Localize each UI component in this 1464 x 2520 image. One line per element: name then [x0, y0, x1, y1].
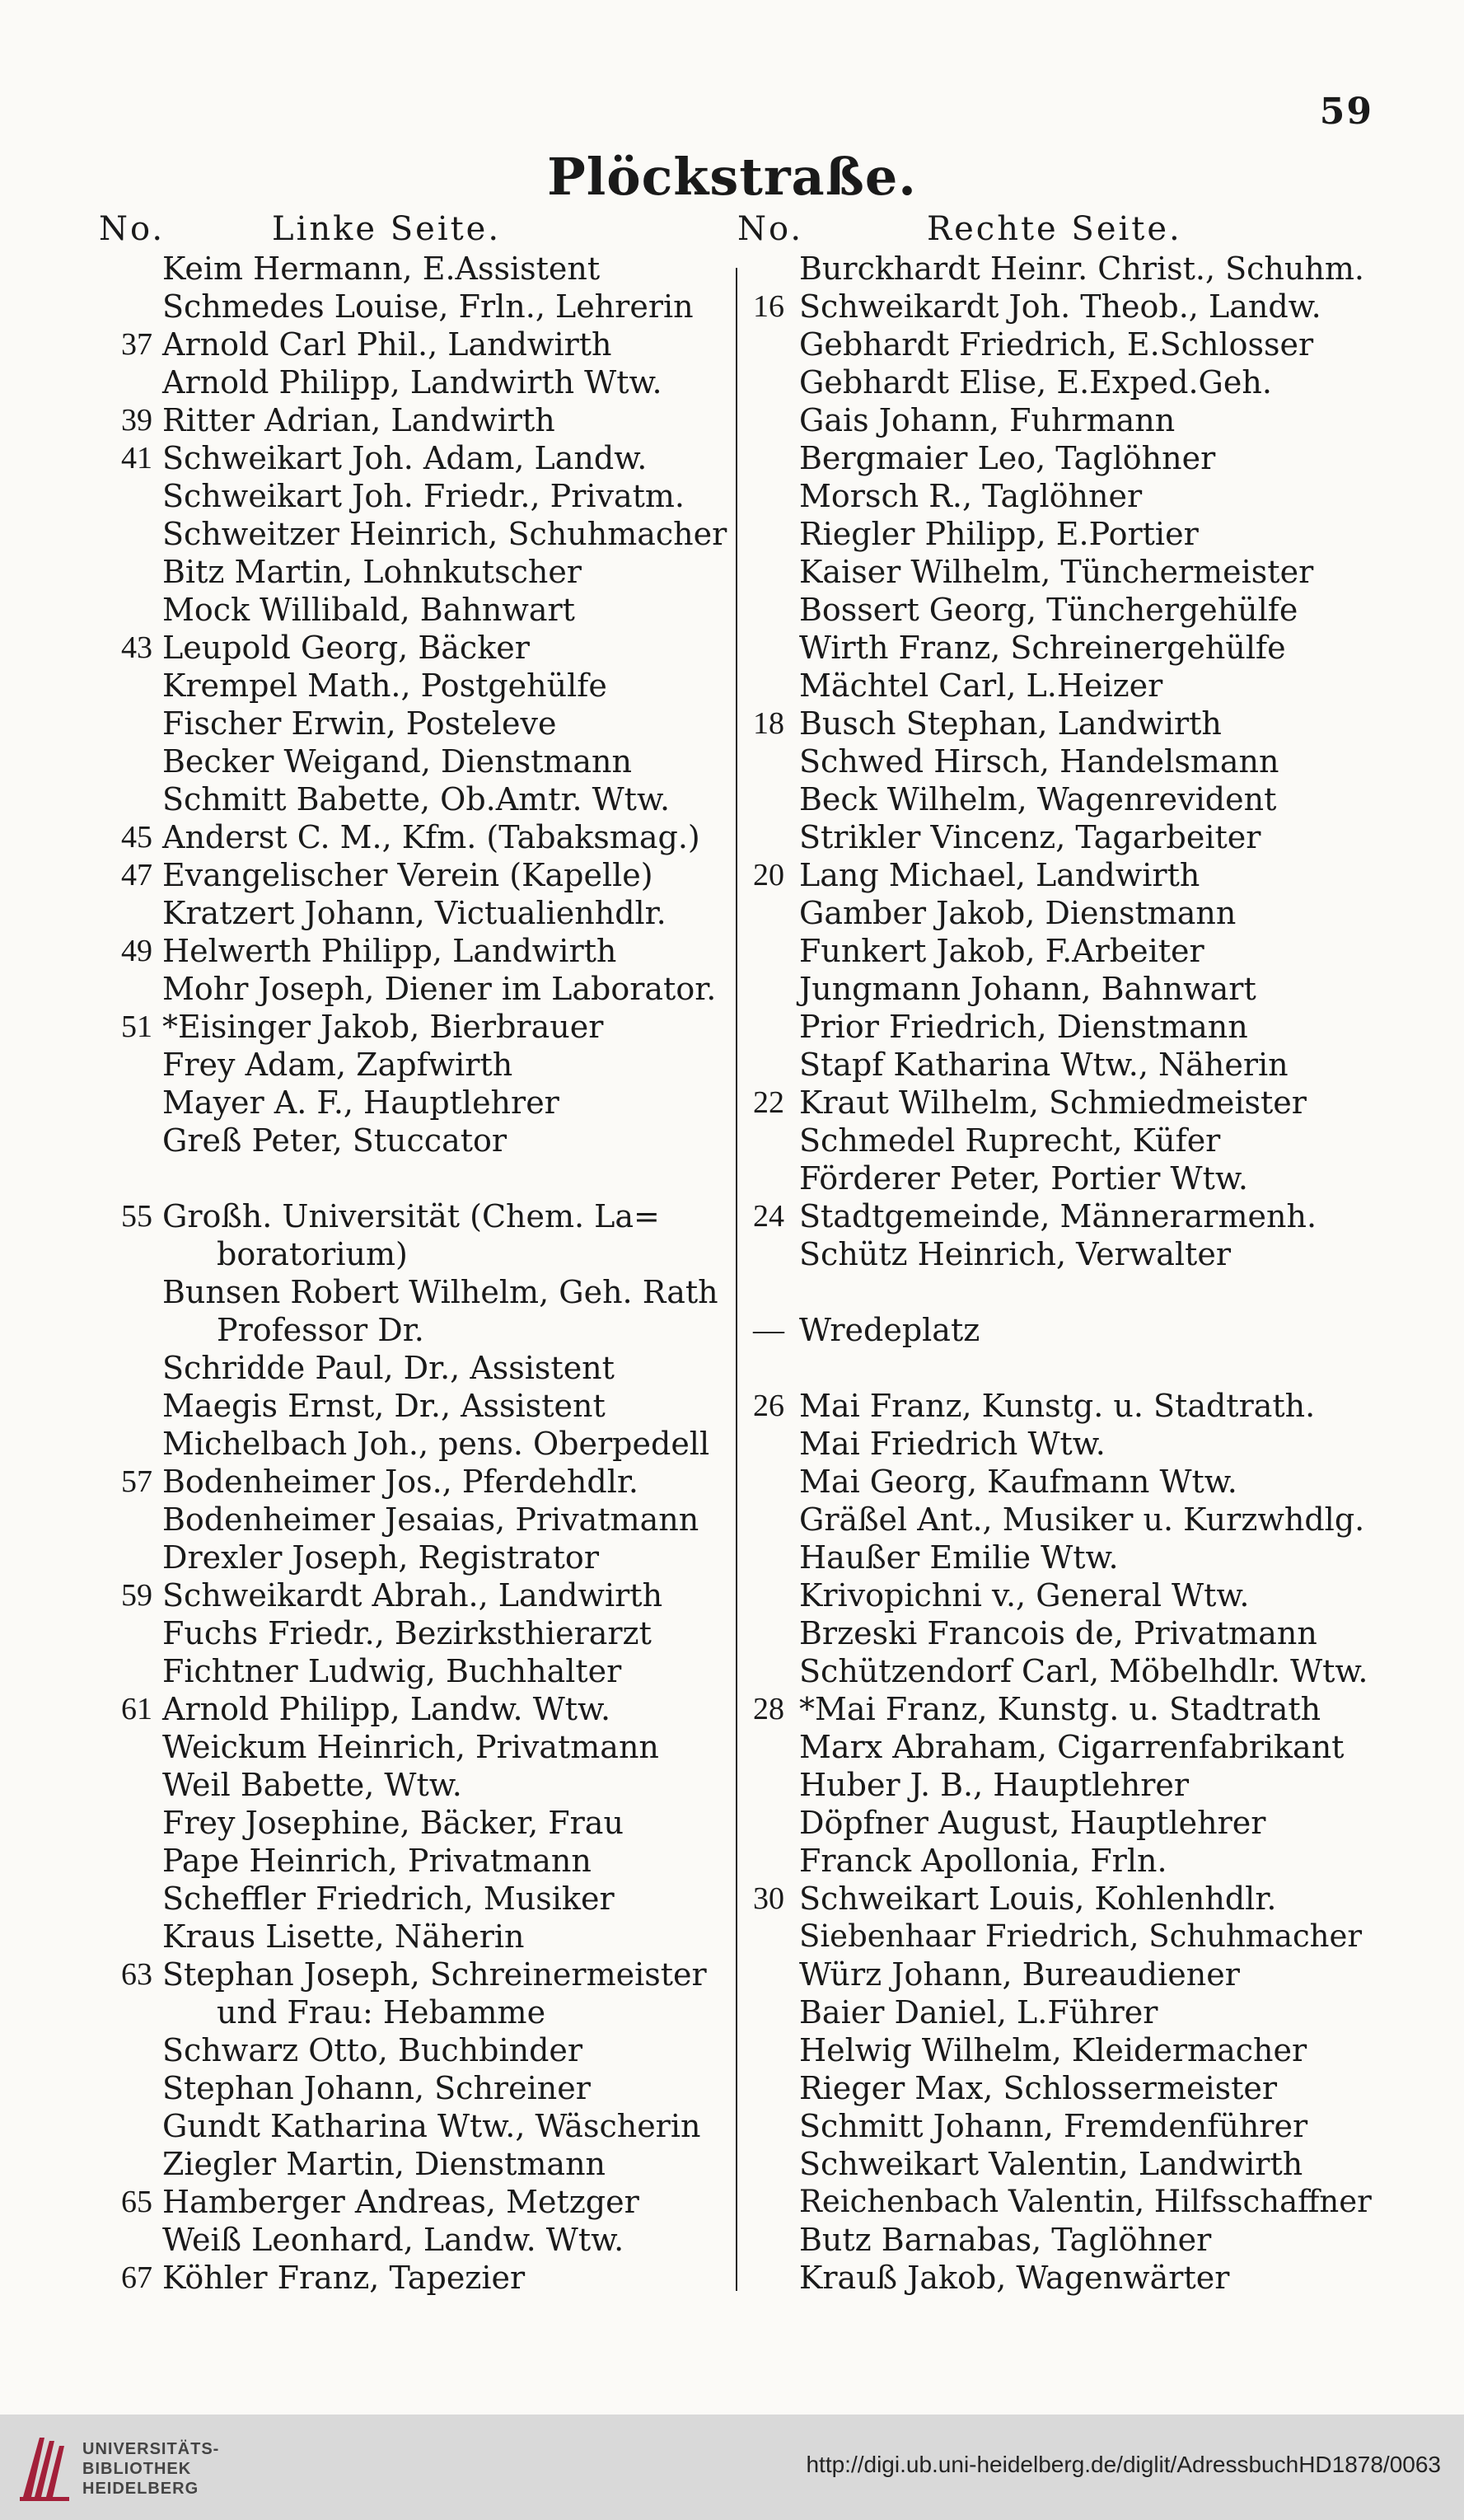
resident-text: Gais Johann, Fuhrmann	[799, 402, 1176, 438]
directory-entry	[87, 932, 737, 970]
directory-entry	[741, 1159, 1376, 1197]
resident-text: Schwarz Otto, Buchbinder	[162, 2032, 583, 2068]
resident-text: Wredeplatz	[799, 1312, 980, 1348]
directory-entry	[741, 1539, 1376, 1576]
resident-text: Weil Babette, Wtw.	[162, 1767, 462, 1803]
directory-entry	[741, 1804, 1376, 1842]
resident-text: Greß Peter, Stuccator	[162, 1122, 507, 1159]
directory-entry	[87, 2069, 737, 2107]
resident-text: Schridde Paul, Dr., Assistent	[162, 1350, 615, 1386]
resident-text: Drexler Joseph, Registrator	[162, 1539, 599, 1576]
library-logo-icon	[15, 2429, 74, 2505]
directory-entry	[741, 780, 1376, 818]
resident-text: Gebhardt Friedrich, E.Schlosser	[799, 326, 1314, 363]
resident-text: Brzeski Francois de, Privatmann	[799, 1615, 1317, 1651]
directory-entry	[87, 288, 737, 326]
page-number: 59	[1319, 91, 1373, 133]
directory-entry	[741, 1614, 1376, 1652]
directory-entry	[87, 1728, 737, 1766]
directory-entry	[741, 1425, 1376, 1463]
directory-entry	[87, 2031, 737, 2069]
house-number: 61	[121, 1692, 152, 1726]
directory-entry	[741, 363, 1376, 401]
directory-entry	[741, 1576, 1376, 1614]
resident-text: Schweikardt Abrah., Landwirth	[162, 1577, 663, 1614]
directory-entry	[87, 1690, 737, 1728]
footer-bar	[0, 2415, 1464, 2520]
resident-text: Helwerth Philipp, Landwirth	[162, 933, 617, 969]
directory-entry	[87, 1311, 737, 1349]
directory-entry	[741, 401, 1376, 439]
right-no-header: No.	[737, 210, 804, 248]
resident-text: Köhler Franz, Tapezier	[162, 2260, 526, 2296]
house-number: 57	[121, 1464, 152, 1499]
resident-text: Jungmann Johann, Bahnwart	[799, 971, 1256, 1007]
directory-entry	[741, 1918, 1376, 1956]
resident-text: Butz Barnabas, Taglöhner	[799, 2222, 1212, 2258]
resident-text: Schützendorf Carl, Möbelhdlr. Wtw.	[799, 1653, 1368, 1689]
house-number: 63	[121, 1957, 152, 1992]
resident-text: Fuchs Friedr., Bezirksthierarzt	[162, 1615, 652, 1651]
directory-entry	[87, 1766, 737, 1804]
directory-entry	[87, 667, 737, 705]
house-number: 65	[121, 2185, 152, 2219]
resident-text: Schmedes Louise, Frln., Lehrerin	[162, 288, 694, 325]
directory-entry	[87, 1842, 737, 1880]
resident-text: Schweikart Joh. Adam, Landw.	[162, 440, 648, 476]
directory-entry	[87, 2183, 737, 2221]
house-number: 37	[121, 327, 152, 362]
directory-entry	[87, 856, 737, 894]
resident-text: Beck Wilhelm, Wagenrevident	[799, 781, 1277, 817]
directory-entry	[87, 250, 737, 288]
directory-entry	[741, 591, 1376, 629]
house-number: 22	[753, 1085, 784, 1120]
directory-entry	[741, 2069, 1376, 2107]
directory-entry	[741, 1311, 1376, 1349]
resident-text: Keim Hermann, E.Assistent	[162, 251, 601, 287]
resident-text: Bodenheimer Jesaias, Privatmann	[162, 1501, 699, 1538]
directory-entry	[87, 515, 737, 553]
resident-text: Busch Stephan, Landwirth	[799, 705, 1222, 742]
resident-text: Scheffler Friedrich, Musiker	[162, 1881, 615, 1917]
directory-entry	[87, 1918, 737, 1956]
directory-entry	[87, 705, 737, 742]
library-name-line3: HEIDELBERG	[82, 2480, 199, 2498]
directory-entry	[741, 1728, 1376, 1766]
directory-entry	[741, 1690, 1376, 1728]
directory-entry	[741, 1766, 1376, 1804]
directory-entry	[741, 2107, 1376, 2145]
left-side-header: Linke Seite.	[272, 210, 502, 248]
resident-text: Mai Georg, Kaufmann Wtw.	[799, 1464, 1237, 1500]
resident-text: Riegler Philipp, E.Portier	[799, 516, 1199, 552]
directory-entry	[87, 1880, 737, 1918]
house-number: 51	[121, 1009, 152, 1044]
resident-text: Mayer A. F., Hauptlehrer	[162, 1084, 559, 1121]
resident-text: Förderer Peter, Portier Wtw.	[799, 1160, 1248, 1197]
directory-entry	[87, 439, 737, 477]
directory-entry	[87, 326, 737, 363]
directory-entry	[87, 742, 737, 780]
directory-entry	[87, 1652, 737, 1690]
directory-entry	[741, 970, 1376, 1008]
directory-entry	[741, 818, 1376, 856]
resident-text: Ritter Adrian, Landwirth	[162, 402, 555, 438]
directory-entry	[87, 970, 737, 1008]
directory-entry	[741, 1046, 1376, 1084]
resident-text: Siebenhaar Friedrich, Schuhmacher	[799, 1918, 1363, 1954]
directory-entry	[741, 1501, 1376, 1539]
resident-text: Schütz Heinrich, Verwalter	[799, 1236, 1231, 1272]
house-number: 41	[121, 441, 152, 475]
resident-text: Marx Abraham, Cigarrenfabrikant	[799, 1729, 1345, 1765]
resident-text: Stadtgemeinde, Männerarmenh.	[799, 1198, 1317, 1234]
resident-text: Stephan Johann, Schreiner	[162, 2070, 591, 2106]
resident-text: Frey Josephine, Bäcker, Frau	[162, 1805, 624, 1841]
directory-entry	[87, 363, 737, 401]
house-number: 18	[753, 706, 784, 741]
directory-entry	[87, 2259, 737, 2297]
directory-entry	[87, 1956, 737, 1993]
directory-entry	[741, 1387, 1376, 1425]
resident-text: Baier Daniel, L.Führer	[799, 1994, 1158, 2031]
directory-entry	[87, 1387, 737, 1425]
resident-text: Bunsen Robert Wilhelm, Geh. Rath	[162, 1274, 718, 1310]
directory-entry	[87, 780, 737, 818]
resident-text: Wirth Franz, Schreinergehülfe	[799, 630, 1286, 666]
house-number: 20	[753, 858, 784, 892]
directory-entry	[741, 326, 1376, 363]
house-number: 30	[753, 1881, 784, 1916]
directory-entry	[741, 250, 1376, 288]
resident-text: Weiß Leonhard, Landw. Wtw.	[162, 2222, 624, 2258]
resident-text: Mohr Joseph, Diener im Laborator.	[162, 971, 717, 1007]
directory-entry	[741, 1993, 1376, 2031]
house-number: 26	[753, 1389, 784, 1423]
directory-entry	[741, 1122, 1376, 1159]
resident-text: Kraus Lisette, Näherin	[162, 1918, 525, 1955]
resident-text: Lang Michael, Landwirth	[799, 857, 1200, 893]
resident-text: Schweikardt Joh. Theob., Landw.	[799, 288, 1321, 325]
resident-text: Mächtel Carl, L.Heizer	[799, 667, 1163, 704]
directory-entry	[87, 401, 737, 439]
resident-text: Becker Weigand, Dienstmann	[162, 743, 632, 780]
directory-entry	[87, 1349, 737, 1387]
directory-entry	[87, 629, 737, 667]
house-number: 16	[753, 289, 784, 324]
resident-text: Stephan Joseph, Schreinermeister	[162, 1956, 707, 1993]
directory-entry	[87, 894, 737, 932]
resident-text: Leupold Georg, Bäcker	[162, 630, 530, 666]
resident-text: *Mai Franz, Kunstg. u. Stadtrath	[799, 1691, 1321, 1727]
resident-text: Schweitzer Heinrich, Schuhmacher	[162, 516, 727, 552]
resident-text: Mai Friedrich Wtw.	[799, 1426, 1106, 1462]
directory-entry	[87, 1122, 737, 1159]
directory-entry	[87, 2221, 737, 2259]
resident-text: Reichenbach Valentin, Hilfsschaffner	[799, 2184, 1372, 2219]
house-number: 59	[121, 1578, 152, 1613]
house-number: 47	[121, 858, 152, 892]
resident-text: Strikler Vincenz, Tagarbeiter	[799, 819, 1261, 855]
library-name-line1: UNIVERSITÄTS-	[82, 2440, 220, 2458]
directory-entry	[87, 1501, 737, 1539]
directory-entry	[741, 1273, 1376, 1311]
resident-text: Gundt Katharina Wtw., Wäscherin	[162, 2108, 701, 2144]
house-number: 43	[121, 630, 152, 665]
directory-entry	[741, 1349, 1376, 1387]
resident-text: Fichtner Ludwig, Buchhalter	[162, 1653, 622, 1689]
house-number: —	[753, 1313, 784, 1347]
resident-text: Krempel Math., Postgehülfe	[162, 667, 607, 704]
resident-text: Kraut Wilhelm, Schmiedmeister	[799, 1084, 1307, 1121]
resident-text: Morsch R., Taglöhner	[799, 478, 1143, 514]
source-url-link[interactable]: http://digi.ub.uni-heidelberg.de/diglit/AdressbuchHD1878/0063	[806, 2452, 1441, 2477]
left-column	[87, 250, 737, 2297]
resident-text: *Eisinger Jakob, Bierbrauer	[162, 1009, 604, 1045]
resident-text: Bossert Georg, Tünchergehülfe	[799, 592, 1298, 628]
directory-entry	[741, 2183, 1376, 2221]
directory-entry	[87, 1197, 737, 1235]
resident-text: Schweikart Valentin, Landwirth	[799, 2146, 1303, 2182]
house-number: 39	[121, 403, 152, 438]
resident-text: Franck Apollonia, Frln.	[799, 1843, 1167, 1879]
directory-entry	[87, 1008, 737, 1046]
directory-entry	[87, 1804, 737, 1842]
house-number: 49	[121, 934, 152, 968]
directory-entry	[741, 1197, 1376, 1235]
directory-entry	[741, 1652, 1376, 1690]
directory-entry	[741, 1008, 1376, 1046]
directory-entry	[741, 1956, 1376, 1993]
directory-entry	[741, 2145, 1376, 2183]
directory-entry	[741, 288, 1376, 326]
resident-text: Huber J. B., Hauptlehrer	[799, 1767, 1190, 1803]
directory-entry	[87, 1273, 737, 1311]
directory-entry	[741, 1463, 1376, 1501]
resident-text: Burckhardt Heinr. Christ., Schuhm.	[799, 251, 1364, 287]
house-number: 28	[753, 1692, 784, 1726]
resident-text: Funkert Jakob, F.Arbeiter	[799, 933, 1204, 969]
directory-entry	[741, 1842, 1376, 1880]
directory-entry	[741, 1235, 1376, 1273]
resident-text: Würz Johann, Bureaudiener	[799, 1956, 1240, 1993]
directory-entry	[87, 2145, 737, 2183]
resident-text: Anderst C. M., Kfm. (Tabaksmag.)	[162, 819, 700, 855]
right-column	[741, 250, 1376, 2297]
resident-text: Haußer Emilie Wtw.	[799, 1539, 1119, 1576]
resident-text: Pape Heinrich, Privatmann	[162, 1843, 592, 1879]
resident-text: Weickum Heinrich, Privatmann	[162, 1729, 659, 1765]
resident-text: Gamber Jakob, Dienstmann	[799, 895, 1237, 931]
house-number: 45	[121, 820, 152, 855]
resident-text: Arnold Philipp, Landw. Wtw.	[162, 1691, 611, 1727]
street-title: Plöckstraße.	[547, 147, 917, 207]
resident-text: Professor Dr.	[217, 1312, 424, 1348]
directory-entry	[87, 2107, 737, 2145]
directory-entry	[87, 1046, 737, 1084]
directory-entry	[741, 439, 1376, 477]
directory-entry	[87, 1463, 737, 1501]
resident-text: Frey Adam, Zapfwirth	[162, 1047, 513, 1083]
resident-text: Prior Friedrich, Dienstmann	[799, 1009, 1248, 1045]
house-number: 55	[121, 1199, 152, 1234]
right-side-header: Rechte Seite.	[927, 210, 1182, 248]
directory-entry	[741, 894, 1376, 932]
directory-entry	[87, 553, 737, 591]
resident-text: Gebhardt Elise, E.Exped.Geh.	[799, 364, 1272, 400]
directory-entry	[741, 477, 1376, 515]
resident-text: Ziegler Martin, Dienstmann	[162, 2146, 606, 2182]
resident-text: Krivopichni v., General Wtw.	[799, 1577, 1250, 1614]
resident-text: Döpfner August, Hauptlehrer	[799, 1805, 1266, 1841]
directory-entry	[741, 553, 1376, 591]
resident-text: Maegis Ernst, Dr., Assistent	[162, 1388, 606, 1424]
directory-entry	[87, 1084, 737, 1122]
resident-text: Schmedel Ruprecht, Küfer	[799, 1122, 1221, 1159]
directory-entry	[87, 1614, 737, 1652]
resident-text: Helwig Wilhelm, Kleidermacher	[799, 2032, 1307, 2068]
directory-entry	[741, 629, 1376, 667]
directory-entry	[741, 705, 1376, 742]
directory-entry	[87, 1539, 737, 1576]
resident-text: Rieger Max, Schlossermeister	[799, 2070, 1278, 2106]
resident-text: Mai Franz, Kunstg. u. Stadtrath.	[799, 1388, 1316, 1424]
left-no-header: No.	[99, 210, 166, 248]
resident-text: Stapf Katharina Wtw., Näherin	[799, 1047, 1289, 1083]
directory-entry	[87, 1993, 737, 2031]
resident-text: Michelbach Joh., pens. Oberpedell	[162, 1426, 710, 1462]
directory-entry	[741, 1880, 1376, 1918]
resident-text: Bodenheimer Jos., Pferdehdlr.	[162, 1464, 638, 1500]
directory-entry	[741, 742, 1376, 780]
directory-entry	[87, 818, 737, 856]
directory-entry	[741, 856, 1376, 894]
directory-entry	[741, 667, 1376, 705]
house-number: 24	[753, 1199, 784, 1234]
resident-text: Schweikart Joh. Friedr., Privatm.	[162, 478, 685, 514]
resident-text: Krauß Jakob, Wagenwärter	[799, 2260, 1230, 2296]
directory-entry	[87, 477, 737, 515]
resident-text: Arnold Carl Phil., Landwirth	[162, 326, 612, 363]
resident-text: boratorium)	[217, 1236, 408, 1272]
resident-text: und Frau: Hebamme	[217, 1994, 546, 2031]
resident-text: Kratzert Johann, Victualienhdlr.	[162, 895, 667, 931]
resident-text: Schmitt Babette, Ob.Amtr. Wtw.	[162, 781, 671, 817]
directory-entry	[741, 2221, 1376, 2259]
resident-text: Großh. Universität (Chem. La=	[162, 1198, 660, 1234]
resident-text: Schweikart Louis, Kohlenhdlr.	[799, 1881, 1277, 1917]
resident-text: Schwed Hirsch, Handelsmann	[799, 743, 1279, 780]
directory-entry	[741, 515, 1376, 553]
resident-text: Gräßel Ant., Musiker u. Kurzwhdlg.	[799, 1501, 1365, 1538]
directory-entry	[87, 1159, 737, 1197]
resident-text: Arnold Philipp, Landwirth Wtw.	[162, 364, 662, 400]
directory-entry	[741, 2031, 1376, 2069]
resident-text: Schmitt Johann, Fremdenführer	[799, 2108, 1308, 2144]
resident-text: Bitz Martin, Lohnkutscher	[162, 554, 582, 590]
resident-text: Evangelischer Verein (Kapelle)	[162, 857, 653, 893]
directory-entry	[87, 1576, 737, 1614]
directory-entry	[741, 2259, 1376, 2297]
library-name	[82, 2439, 219, 2499]
resident-text: Kaiser Wilhelm, Tünchermeister	[799, 554, 1314, 590]
directory-entry	[741, 932, 1376, 970]
directory-entry	[87, 1425, 737, 1463]
directory-entry	[87, 591, 737, 629]
library-name-line2: BIBLIOTHEK	[82, 2460, 192, 2478]
directory-entry	[741, 1084, 1376, 1122]
resident-text: Mock Willibald, Bahnwart	[162, 592, 575, 628]
resident-text: Fischer Erwin, Posteleve	[162, 705, 557, 742]
directory-entry	[87, 1235, 737, 1273]
resident-text: Hamberger Andreas, Metzger	[162, 2184, 639, 2220]
resident-text: Bergmaier Leo, Taglöhner	[799, 440, 1216, 476]
house-number: 67	[121, 2260, 152, 2295]
